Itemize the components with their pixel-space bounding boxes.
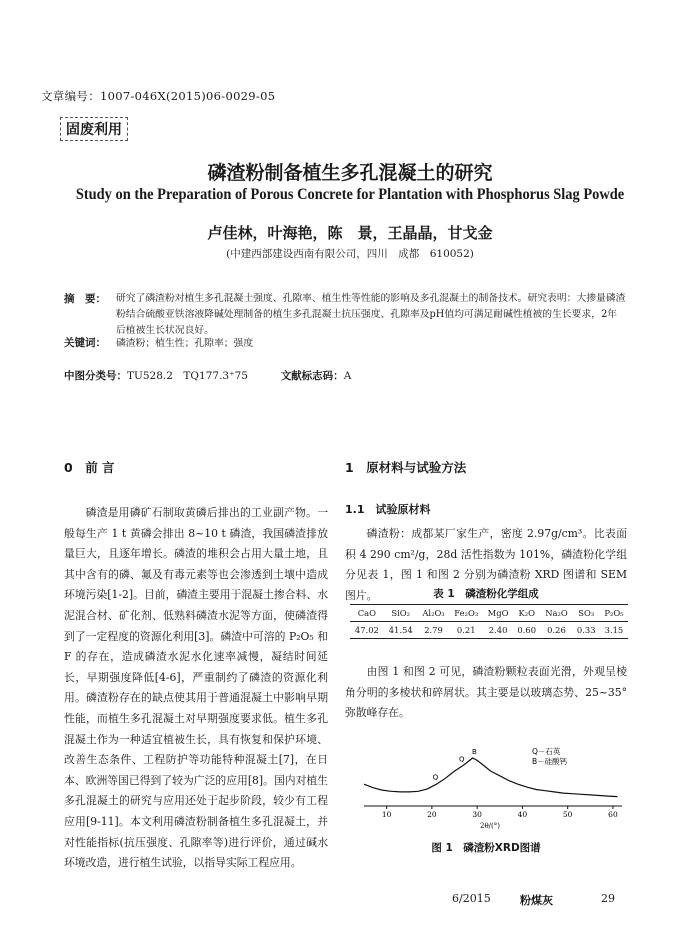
table-1-value-cell: 2.79 <box>424 625 443 635</box>
table-1-header-cell: SO₃ <box>578 608 595 618</box>
table-1-header-cell: Fe₂O₃ <box>454 608 479 618</box>
table-1-header-cell: P₂O₅ <box>604 608 624 618</box>
section-1-1-heading: 1.1 试验原材料 <box>345 503 431 516</box>
table-1-value-cell: 2.40 <box>488 625 508 635</box>
table-1-value-cell: 0.26 <box>547 625 566 635</box>
xrd-chart <box>350 740 630 835</box>
table-1-header-cell: MgO <box>487 608 509 618</box>
footer-page-number: 29 <box>601 892 615 905</box>
section-1-paragraph: 磷渣粉：成都某厂家生产，密度 2.97g/cm³。比表面积 4 290 cm²/g，28d 活性指数为 101%，磷渣粉化学组分见表 1，图 1 和图 2 分别为磷渣粉 XRD 图谱和 SEM 图片。 <box>345 527 627 602</box>
classification-value: TU528.2 TQ177.3⁺75 <box>127 370 248 382</box>
peak-label: B <box>472 747 477 756</box>
peak-label: Q <box>459 755 465 764</box>
x-tick-label: 10 <box>381 810 392 819</box>
abstract-label: 摘 要： <box>64 293 106 305</box>
table-1-header-cell: SiO₂ <box>391 608 411 618</box>
article-number: 文章编号：1007-046X(2015)06-0029-05 <box>41 89 276 103</box>
x-tick-label: 30 <box>472 810 482 819</box>
footer-journal: 粉煤灰 <box>520 894 553 907</box>
section-1-heading: 1 原材料与试验方法 <box>345 460 467 475</box>
footer-issue: 6/2015 <box>452 892 491 905</box>
keywords-text: 磷渣粉；植生性；孔隙率；强度 <box>116 338 254 349</box>
classification-line <box>64 368 351 383</box>
title-english: Study on the Preparation of Porous Concrete for Plantation with Phosphorus Slag Powde <box>75 186 625 203</box>
x-tick-label: 40 <box>517 810 528 819</box>
section-1-paragraph-2: 由图 1 和图 2 可见，磷渣粉颗粒表面光滑，外观呈棱角分明的多棱状和碎屑状。其主要是以玻璃态势、25~35° 弥散峰存在。 <box>345 665 627 720</box>
table-1-value-cell: 0.60 <box>517 625 537 635</box>
title-chinese: 磷渣粉制备植生多孔混凝土的研究 <box>207 162 493 184</box>
table-1-header-cell: Al₂O₃ <box>422 608 445 618</box>
peak-label: Q <box>432 773 439 782</box>
table-1-value-cell: 41.54 <box>388 625 413 635</box>
x-axis-label: 2θ/(°) <box>480 822 500 830</box>
affiliation: (中建西部建设西南有限公司，四川 成都 610052) <box>226 248 474 260</box>
x-tick-label: 60 <box>608 810 618 819</box>
table-1-header-cell: K₂O <box>518 608 535 618</box>
table-1-value-cell: 0.21 <box>456 625 476 635</box>
table-1-value-cell: 3.15 <box>604 625 624 635</box>
legend-entry: B－硅酸钙 <box>532 757 568 766</box>
doc-code-label: 文献标志码： <box>280 370 344 382</box>
table-1-value-cell: 0.33 <box>576 625 596 635</box>
section-0-heading: 0 前 言 <box>64 460 115 475</box>
keywords-label: 关键词： <box>64 337 106 349</box>
section-0-paragraph: 磷渣是用磷矿石制取黄磷后排出的工业副产物。一般每生产 1 t 黄磷会排出 8~10 t 磷渣，我国磷渣排放量巨大，且逐年增长。磷渣的堆积会占用大量土地，且其中含有的磷、氟及有毒元素等也会渗透到土壤中造成环境污染[1-2]。目前，磷渣主要用于混凝土掺合料、水泥混合材、矿化剂、低熟料磷渣水泥等方面，使磷渣得到了一定程度的资源化利用[3]。磷渣中可溶的 P₂O₅ 和 F 的存在，造成磷渣水泥水化速率减慢，凝结时间延长，早期强度降低[4-6]，严重制约了磷渣的资源化利用。磷渣粉存在的缺点使其用于普通混凝土中影响早期性能，而植生多孔混凝土对早期强度要求低。植生多孔混凝土作为一种适宜植被生长，具有恢复和保护环境、改善生态条件、工程防护等功能特种混凝土[7]，在日本、欧洲等国已得到了较为广泛的应用[8]。国内对植生多孔混凝土的研究与应用还处于起步阶段，较少有工程应用[9-11]。本文利用磷渣粉制备植生多孔混凝土，并对性能指标(抗压强度、孔隙率等)进行评价，通过碱水环境改造，进行植生试验，以指导实际工程应用。 <box>64 506 328 870</box>
column-tag: 固废利用 <box>60 117 128 141</box>
figure-1-caption: 图 1 磷渣粉XRD图谱 <box>431 842 541 854</box>
classification-label: 中图分类号： <box>64 370 127 382</box>
legend-entry: Q－石英 <box>532 747 561 756</box>
table-1-header-row <box>350 605 628 622</box>
abstract-text: 研究了磷渣粉对植生多孔混凝土强度、孔隙率、植生性等性能的影响及多孔混凝土的制备技术。研究表明：大掺量磷渣粉结合硫酸亚铁溶液降碱处理制备的植生多孔混凝土抗压强度、孔隙率及pH值均可满足耐碱性植被的生长要求，2年后植被生长状况良好。 <box>116 293 626 336</box>
doc-code-value: A <box>343 370 352 382</box>
table-1-header-cell: CaO <box>357 608 377 618</box>
x-tick-label: 20 <box>427 810 437 819</box>
table-1-value-cell: 47.02 <box>354 625 379 635</box>
xrd-series-line <box>364 758 618 797</box>
x-tick-label: 50 <box>562 810 573 819</box>
table-1 <box>350 604 628 639</box>
table-1-value-row <box>350 622 628 639</box>
table-1-header-cell: Na₂O <box>545 608 568 618</box>
table-1-title: 表 1 磷渣粉化学组成 <box>433 588 539 600</box>
authors: 卢佳林，叶海艳，陈 景，王晶晶，甘戈金 <box>207 224 493 242</box>
